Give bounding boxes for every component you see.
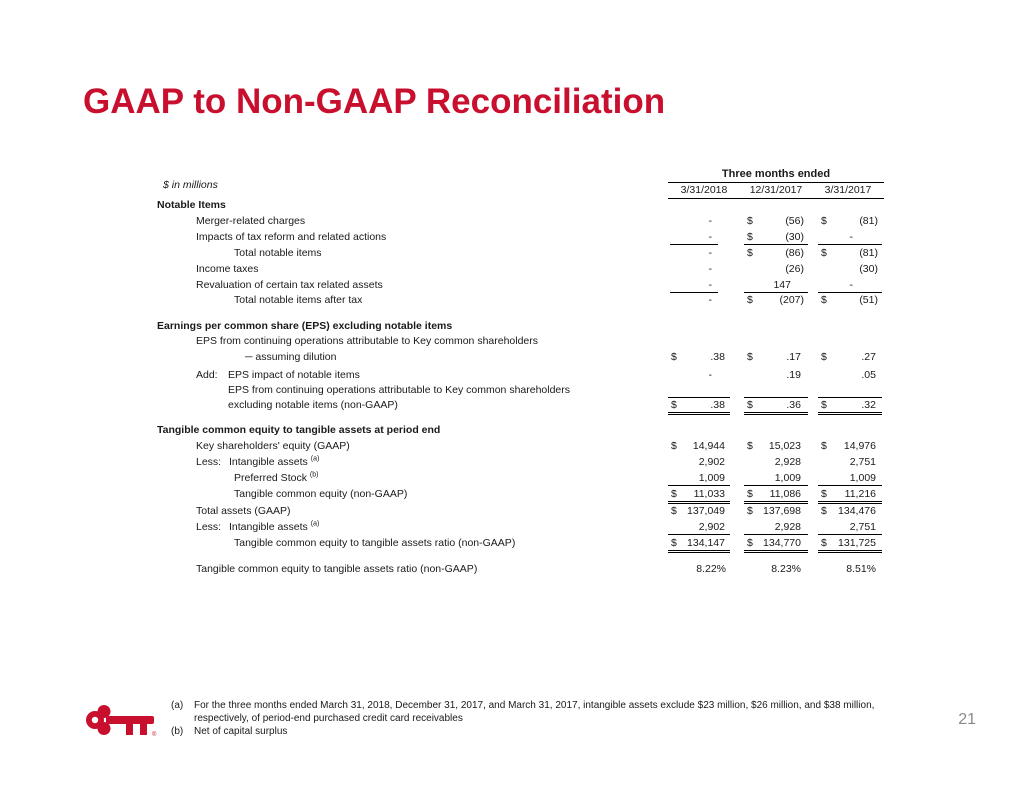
cell-value: 15,023: [768, 440, 801, 452]
cell-value: -: [849, 231, 853, 243]
cell-value: 137,698: [763, 505, 801, 517]
cell-value: (51): [859, 294, 878, 306]
table-row: [0, 368, 1034, 382]
column-header: 12/31/2017: [749, 184, 803, 196]
footnote-line: For the three months ended March 31, 2018, December 31, 2017, and March 31, 2017, intangible assets exclude $23 million, $26 million, and $38 million,: [194, 700, 875, 711]
row-label: ─ assuming dilution: [245, 351, 337, 363]
row-label: Impacts of tax reform and related actions: [196, 231, 387, 243]
footnote-tag: (a): [171, 700, 184, 711]
footnote-text: Net of capital surplus: [194, 726, 288, 737]
row-label-text: Intangible assets: [229, 456, 308, 468]
dollar-sign: $: [747, 505, 753, 517]
table-row: [0, 246, 1034, 260]
footnote: [171, 699, 874, 725]
double-underline: [744, 550, 808, 553]
cell-value: -: [708, 231, 712, 243]
cell-value: 11,086: [769, 488, 801, 500]
cell-value: 147: [773, 279, 791, 291]
dollar-sign: $: [747, 294, 753, 306]
underline: [744, 244, 808, 245]
underline: [668, 485, 730, 486]
cell-value: (207): [779, 294, 804, 306]
double-underline: [818, 550, 882, 553]
footnote-tag: (b): [171, 726, 184, 737]
footnote-line: respectively, of period-end purchased credit card receivables: [194, 713, 463, 724]
dollar-sign: $: [671, 399, 677, 411]
dollar-sign: $: [747, 399, 753, 411]
underline: [818, 534, 882, 535]
dollar-sign: $: [747, 537, 753, 549]
dollar-sign: $: [671, 488, 677, 500]
row-label: Total notable items: [234, 247, 322, 259]
table-row: [0, 562, 1034, 576]
cell-value: (30): [859, 263, 878, 275]
cell-value: 1,009: [698, 472, 725, 484]
underline: [668, 534, 730, 535]
column-header: 3/31/2017: [824, 184, 872, 196]
cell-value: 8.51%: [846, 563, 876, 575]
table-row: [0, 520, 1034, 534]
section-heading: Earnings per common share (EPS) excluding notable items: [157, 320, 453, 332]
table-row: [0, 487, 1034, 501]
cell-value: 134,770: [763, 537, 801, 549]
cell-value: .27: [861, 351, 876, 363]
section-heading-notable: [0, 198, 1034, 212]
cell-value: 2,751: [849, 521, 876, 533]
cell-value: (81): [859, 215, 878, 227]
cell-value: 14,944: [692, 440, 725, 452]
footnote: [171, 725, 874, 738]
footnote-ref: (b): [309, 471, 319, 479]
dollar-sign: $: [747, 440, 753, 452]
footnote-ref: (a): [310, 455, 320, 463]
cell-value: 134,147: [687, 537, 725, 549]
row-label: EPS from continuing operations attributable to Key common shareholders: [228, 384, 571, 396]
table-row: [0, 230, 1034, 244]
dollar-sign: $: [821, 440, 827, 452]
footnote-ref: (a): [310, 520, 320, 528]
table-row: [0, 334, 1034, 348]
table-row: [0, 536, 1034, 550]
table-row: [0, 278, 1034, 292]
row-label: Total assets (GAAP): [196, 505, 291, 517]
row-prefix: Less:: [196, 456, 222, 468]
dollar-sign: $: [821, 215, 827, 227]
cell-value: -: [708, 294, 712, 306]
row-label: EPS impact of notable items: [228, 369, 360, 381]
underline: [744, 534, 808, 535]
column-header: 3/31/2018: [680, 184, 728, 196]
double-underline: [818, 412, 882, 415]
table-row: [0, 350, 1034, 364]
cell-value: 2,902: [698, 521, 725, 533]
table-row: [0, 293, 1034, 307]
dollar-sign: $: [671, 505, 677, 517]
table-row: [0, 504, 1034, 518]
dollar-sign: $: [821, 399, 827, 411]
cell-value: -: [849, 279, 853, 291]
dollar-sign: $: [671, 351, 677, 363]
cell-value: (56): [785, 215, 804, 227]
row-label: Tangible common equity to tangible assets ratio (non-GAAP): [196, 563, 478, 575]
row-label: Income taxes: [196, 263, 259, 275]
cell-value: -: [708, 279, 712, 291]
cell-value: 134,476: [838, 505, 876, 517]
row-label: [229, 455, 319, 469]
cell-value: 2,928: [774, 521, 801, 533]
double-underline: [668, 550, 730, 553]
row-label-text: Preferred Stock: [234, 472, 307, 484]
dollar-sign: $: [671, 440, 677, 452]
cell-value: 1,009: [849, 472, 876, 484]
cell-value: 2,902: [698, 456, 725, 468]
section-heading: Tangible common equity to tangible assets at period end: [157, 424, 441, 436]
table-row: [0, 262, 1034, 276]
cell-value: 14,976: [843, 440, 876, 452]
dollar-sign: $: [747, 247, 753, 259]
underline: [670, 244, 718, 245]
cell-value: 131,725: [838, 537, 876, 549]
cell-value: -: [708, 215, 712, 227]
footnote-text: [194, 699, 874, 725]
cell-value: 2,928: [774, 456, 801, 468]
row-label: excluding notable items (non-GAAP): [228, 399, 398, 411]
cell-value: .05: [861, 369, 876, 381]
column-group-header: Three months ended: [721, 168, 831, 180]
table-row: [0, 471, 1034, 485]
cell-value: (30): [785, 231, 804, 243]
row-prefix: Less:: [196, 521, 222, 533]
cell-value: .19: [786, 369, 801, 381]
cell-value: 11,216: [844, 488, 876, 500]
dollar-sign: $: [821, 247, 827, 259]
section-heading-tangible: [0, 423, 1034, 437]
dollar-sign: $: [821, 294, 827, 306]
row-label-text: Intangible assets: [229, 521, 308, 533]
cell-value: 8.23%: [771, 563, 801, 575]
dollar-sign: $: [821, 537, 827, 549]
row-label: Merger-related charges: [196, 215, 306, 227]
dollar-sign: $: [821, 351, 827, 363]
page-number: 21: [958, 711, 976, 728]
key-logo-icon: [86, 705, 158, 737]
cell-value: .38: [710, 399, 725, 411]
cell-value: 2,751: [849, 456, 876, 468]
row-label: EPS from continuing operations attributable to Key common shareholders: [196, 335, 539, 347]
cell-value: (86): [785, 247, 804, 259]
page-title: GAAP to Non-GAAP Reconciliation: [83, 82, 666, 121]
table-row: [0, 398, 1034, 412]
row-prefix: Add:: [196, 369, 218, 381]
double-underline: [744, 412, 808, 415]
row-label: Tangible common equity to tangible assets ratio (non-GAAP): [234, 537, 516, 549]
underline: [744, 485, 808, 486]
units-label: $ in millions: [163, 179, 218, 191]
cell-value: (81): [859, 247, 878, 259]
cell-value: 11,033: [693, 488, 725, 500]
dollar-sign: $: [747, 215, 753, 227]
row-label: [234, 471, 318, 485]
cell-value: 137,049: [687, 505, 725, 517]
row-label: [229, 520, 319, 534]
table-row: [0, 214, 1034, 228]
cell-value: -: [708, 247, 712, 259]
cell-value: -: [708, 263, 712, 275]
cell-value: .38: [710, 351, 725, 363]
row-label: Tangible common equity (non-GAAP): [234, 488, 408, 500]
underline: [818, 244, 882, 245]
cell-value: -: [708, 369, 712, 381]
dollar-sign: $: [671, 537, 677, 549]
double-underline: [668, 412, 730, 415]
section-heading: Notable Items: [157, 199, 226, 211]
cell-value: .36: [786, 399, 801, 411]
row-label: Key shareholders' equity (GAAP): [196, 440, 350, 452]
cell-value: .32: [861, 399, 876, 411]
section-heading-eps: [0, 319, 1034, 333]
cell-value: .17: [786, 351, 801, 363]
dollar-sign: $: [747, 231, 753, 243]
cell-value: 1,009: [774, 472, 801, 484]
underline: [818, 485, 882, 486]
column-headers: [668, 182, 884, 199]
registered-mark: ®: [152, 732, 157, 737]
table-row: [0, 455, 1034, 469]
table-row: [0, 383, 1034, 397]
dollar-sign: $: [747, 488, 753, 500]
row-label: Revaluation of certain tax related assets: [196, 279, 383, 291]
cell-value: 8.22%: [696, 563, 726, 575]
dollar-sign: $: [821, 488, 827, 500]
dollar-sign: $: [821, 505, 827, 517]
row-label: Total notable items after tax: [234, 294, 363, 306]
dollar-sign: $: [747, 351, 753, 363]
cell-value: (26): [785, 263, 804, 275]
footnotes: [171, 699, 874, 738]
table-row: [0, 439, 1034, 453]
